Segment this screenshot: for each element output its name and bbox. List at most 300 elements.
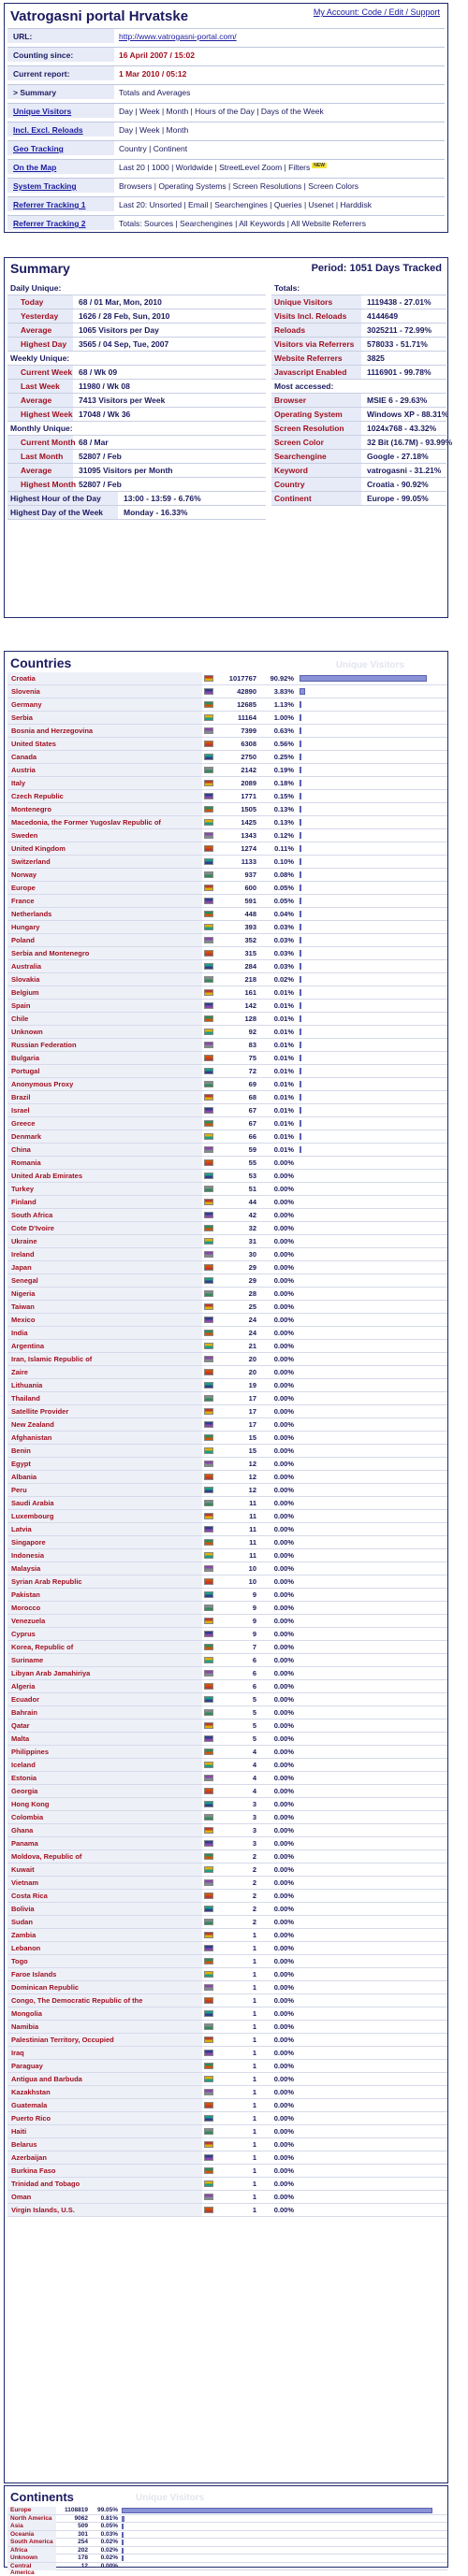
country-percent: 0.00% — [273, 1905, 294, 1913]
country-bar — [300, 780, 301, 786]
country-count: 67 — [248, 1119, 256, 1128]
summary-label: Visitors via Referrers — [271, 338, 361, 351]
header-row-value[interactable] — [119, 163, 327, 172]
country-name: Norway — [11, 871, 37, 879]
country-row — [7, 777, 447, 790]
country-bar — [300, 1120, 301, 1127]
country-percent: 0.00% — [273, 1970, 294, 1979]
country-percent: 0.01% — [273, 1028, 294, 1036]
country-name: Georgia — [11, 1787, 38, 1795]
header-row-value[interactable] — [119, 200, 372, 209]
country-count: 66 — [248, 1132, 256, 1141]
country-name: Nigeria — [11, 1289, 36, 1298]
country-name: Costa Rica — [11, 1892, 48, 1900]
country-name: Egypt — [11, 1460, 31, 1468]
summary-value: vatrogasni - 31.21% — [367, 466, 442, 475]
country-flag-icon — [204, 1408, 213, 1415]
summary-row — [7, 450, 266, 464]
country-name: Iceland — [11, 1761, 36, 1769]
country-percent: 0.00% — [273, 1852, 294, 1861]
country-name: Belgium — [11, 988, 39, 997]
country-flag-icon — [204, 937, 213, 943]
country-row — [7, 1235, 447, 1248]
country-bar — [300, 1055, 301, 1061]
country-flag-icon — [204, 2180, 213, 2187]
country-row — [7, 790, 447, 803]
country-name: Portugal — [11, 1067, 40, 1075]
summary-row — [7, 281, 266, 295]
country-name: Russian Federation — [11, 1041, 77, 1049]
country-percent: 0.01% — [273, 1054, 294, 1062]
continent-name: Europe — [7, 2507, 56, 2514]
country-name: Burkina Faso — [11, 2166, 56, 2175]
country-flag-icon — [204, 1146, 213, 1153]
country-flag-icon — [204, 819, 213, 826]
country-flag-icon — [204, 2128, 213, 2135]
continent-bar — [122, 2548, 124, 2554]
country-row — [7, 1091, 447, 1104]
country-count: 28 — [248, 1289, 256, 1298]
country-row — [7, 725, 447, 738]
country-flag-icon — [204, 793, 213, 799]
country-flag-icon — [204, 1369, 213, 1375]
country-name: Indonesia — [11, 1551, 45, 1560]
country-count: 3 — [252, 1800, 256, 1808]
country-count: 448 — [244, 910, 256, 918]
country-row — [7, 1000, 447, 1013]
continent-row — [7, 2554, 447, 2563]
header-row-label[interactable]: On the Map — [7, 160, 114, 174]
summary-label: Keyword — [271, 464, 361, 477]
country-count: 53 — [248, 1172, 256, 1180]
country-percent: 0.00% — [273, 1420, 294, 1429]
summary-label: Screen Resolution — [271, 422, 361, 435]
header-row-label: Counting since: — [7, 48, 114, 62]
country-flag-icon — [204, 2207, 213, 2213]
country-count: 2750 — [241, 753, 256, 761]
country-name: Spain — [11, 1001, 31, 1010]
country-flag-icon — [204, 1984, 213, 1991]
country-percent: 0.00% — [273, 2036, 294, 2044]
country-count: 11 — [249, 1538, 256, 1547]
country-bar — [300, 963, 301, 970]
country-flag-icon — [204, 1591, 213, 1598]
country-bar — [300, 885, 301, 891]
country-percent: 0.00% — [273, 1172, 294, 1180]
country-percent: 0.00% — [273, 1276, 294, 1285]
summary-value: 68 / 01 Mar, Mon, 2010 — [79, 297, 162, 307]
country-count: 9 — [252, 1630, 256, 1638]
header-row-value[interactable] — [119, 181, 358, 191]
country-name: Malaysia — [11, 1564, 41, 1573]
country-name: Greece — [11, 1119, 36, 1128]
country-percent: 0.63% — [273, 727, 294, 735]
country-name: Unknown — [11, 1028, 43, 1036]
country-count: 44 — [248, 1198, 256, 1206]
country-row — [7, 934, 447, 947]
country-row — [7, 1798, 447, 1811]
country-count: 1 — [252, 2127, 256, 2136]
country-count: 10 — [248, 1564, 256, 1573]
summary-row — [7, 464, 266, 478]
country-flag-icon — [204, 871, 213, 878]
country-percent: 0.00% — [273, 2062, 294, 2070]
country-name: Cyprus — [11, 1630, 36, 1638]
continent-count: 301 — [78, 2530, 88, 2538]
country-row — [7, 1746, 447, 1759]
country-percent: 0.00% — [273, 1983, 294, 1992]
country-row — [7, 856, 447, 869]
summary-row — [7, 309, 266, 324]
country-bar — [300, 793, 301, 799]
country-name: Poland — [11, 936, 36, 944]
summary-label: Average — [7, 464, 73, 477]
country-flag-icon — [204, 2089, 213, 2095]
country-bar — [300, 819, 301, 826]
country-count: 42890 — [237, 687, 256, 696]
country-bar — [300, 832, 301, 839]
country-row — [7, 685, 447, 698]
header-row-value[interactable] — [119, 125, 188, 135]
country-percent: 0.13% — [273, 818, 294, 827]
country-percent: 0.00% — [273, 2127, 294, 2136]
header-row-text: Country | Continent — [119, 144, 188, 153]
country-percent: 0.00% — [273, 1394, 294, 1403]
country-name: Taiwan — [11, 1302, 35, 1311]
country-count: 12685 — [237, 700, 256, 709]
country-percent: 0.00% — [273, 1460, 294, 1468]
continent-count: 1108819 — [65, 2507, 88, 2513]
country-name: Bulgaria — [11, 1054, 40, 1062]
country-row — [7, 1314, 447, 1327]
country-name: New Zealand — [11, 1420, 54, 1429]
country-percent: 0.00% — [273, 1564, 294, 1573]
country-count: 4 — [252, 1761, 256, 1769]
country-row — [7, 1877, 447, 1890]
country-count: 21 — [248, 1342, 256, 1350]
country-row — [7, 1654, 447, 1667]
summary-value: 1116901 - 99.78% — [367, 367, 431, 377]
country-name: Oman — [11, 2193, 32, 2201]
country-name: Montenegro — [11, 805, 51, 813]
summary-label: Searchengine — [271, 450, 361, 463]
country-percent: 1.00% — [273, 713, 294, 722]
country-percent: 0.08% — [273, 871, 294, 879]
header-row-value[interactable] — [119, 107, 324, 116]
country-count: 2 — [252, 1918, 256, 1926]
country-count: 11 — [249, 1551, 256, 1560]
country-flag-icon — [204, 1461, 213, 1467]
header-row-value — [119, 50, 195, 60]
header-row — [7, 215, 445, 230]
header-row-text: Day | Week | Month | Hours of the Day | Days of the Week — [119, 107, 324, 116]
country-percent: 0.00% — [273, 1721, 294, 1730]
country-flag-icon — [204, 1002, 213, 1009]
country-percent: 0.00% — [273, 2193, 294, 2201]
country-count: 1 — [252, 1970, 256, 1979]
country-name: Israel — [11, 1106, 30, 1115]
country-count: 5 — [252, 1695, 256, 1704]
country-count: 1017767 — [228, 674, 256, 683]
summary-row — [7, 478, 266, 492]
country-bar — [300, 924, 301, 930]
header-row-text: Last 20: Unsorted | Email | Searchengines | Queries | Usenet | Harddisk — [119, 200, 372, 209]
header-row-text: Totals and Averages — [119, 88, 191, 97]
country-flag-icon — [204, 1853, 213, 1860]
country-percent: 0.00% — [273, 2088, 294, 2096]
summary-row — [7, 506, 266, 520]
country-percent: 0.00% — [273, 2153, 294, 2162]
country-percent: 0.00% — [273, 1708, 294, 1717]
country-name: Saudi Arabia — [11, 1499, 54, 1507]
country-flag-icon — [204, 1447, 213, 1454]
country-count: 1274 — [241, 844, 256, 853]
country-flag-icon — [204, 924, 213, 930]
country-flag-icon — [204, 1722, 213, 1729]
country-bar — [300, 806, 301, 813]
country-flag-icon — [204, 1539, 213, 1546]
summary-label: Average — [7, 324, 73, 337]
country-flag-icon — [204, 2167, 213, 2174]
country-count: 161 — [244, 988, 256, 997]
header-row — [7, 178, 445, 193]
country-row — [7, 1811, 447, 1824]
country-bar — [300, 989, 301, 996]
country-count: 1 — [252, 2166, 256, 2175]
country-row — [7, 1720, 447, 1733]
summary-value: 7413 Visitors per Week — [79, 396, 166, 405]
country-percent: 0.01% — [273, 1119, 294, 1128]
country-row — [7, 1968, 447, 1981]
summary-row — [271, 394, 446, 408]
country-flag-icon — [204, 1892, 213, 1899]
header-row — [7, 140, 445, 155]
summary-label: Operating System — [271, 408, 361, 421]
country-count: 92 — [248, 1028, 256, 1036]
summary-value: Europe - 99.05% — [367, 494, 429, 503]
country-count: 51 — [248, 1185, 256, 1193]
summary-value: 578033 - 51.71% — [367, 339, 428, 349]
country-flag-icon — [204, 675, 213, 682]
header-row — [7, 65, 445, 80]
country-flag-icon — [204, 1513, 213, 1519]
header-row-label[interactable]: Referrer Tracking 2 — [7, 216, 114, 230]
country-count: 69 — [248, 1080, 256, 1088]
continent-percent: 0.00% — [100, 2562, 118, 2569]
summary-row — [271, 309, 446, 324]
country-name: Malta — [11, 1734, 30, 1743]
country-name: Vietnam — [11, 1878, 39, 1887]
country-flag-icon — [204, 1055, 213, 1061]
header-row-text: Last 20 | 1000 | Worldwide | StreetLevel Zoom | Filters — [119, 163, 311, 172]
summary-value: 68 / Mar — [79, 438, 109, 447]
header-row-label[interactable]: Unique Visitors — [7, 104, 114, 118]
country-name: United States — [11, 740, 56, 748]
country-flag-icon — [204, 1919, 213, 1925]
country-bar — [300, 1029, 301, 1035]
summary-right-column — [271, 281, 453, 616]
country-flag-icon — [204, 1042, 213, 1048]
header-row-value[interactable] — [119, 32, 237, 41]
site-url-link[interactable]: http://www.vatrogasni-portal.com/ — [119, 32, 237, 41]
country-percent: 0.00% — [273, 1342, 294, 1350]
country-flag-icon — [204, 2023, 213, 2030]
country-row — [7, 1013, 447, 1026]
country-flag-icon — [204, 1081, 213, 1087]
country-bar — [300, 871, 301, 878]
country-name: Latvia — [11, 1525, 32, 1533]
country-bar — [300, 1002, 301, 1009]
summary-value: 1626 / 28 Feb, Sun, 2010 — [79, 311, 170, 321]
header-row-label[interactable]: Incl. Excl. Reloads — [7, 122, 114, 137]
country-count: 1 — [252, 2062, 256, 2070]
country-name: Belarus — [11, 2140, 37, 2149]
country-bar — [300, 754, 301, 760]
country-flag-icon — [204, 898, 213, 904]
country-percent: 0.00% — [273, 1211, 294, 1219]
country-percent: 0.00% — [273, 2140, 294, 2149]
country-name: Senegal — [11, 1276, 38, 1285]
country-bar — [300, 701, 301, 708]
country-name: Libyan Arab Jamahiriya — [11, 1669, 91, 1677]
summary-row — [271, 422, 446, 436]
country-flag-icon — [204, 1107, 213, 1114]
country-row — [7, 1432, 447, 1445]
country-count: 17 — [248, 1394, 256, 1403]
countries-title: Countries — [10, 655, 72, 670]
country-name: Faroe Islands — [11, 1970, 57, 1979]
country-name: Zaire — [11, 1368, 28, 1376]
country-name: Afghanistan — [11, 1433, 52, 1442]
country-name: Lebanon — [11, 1944, 41, 1952]
country-name: Serbia — [11, 713, 33, 722]
country-name: Australia — [11, 962, 42, 971]
country-flag-icon — [204, 989, 213, 996]
country-count: 6 — [252, 1656, 256, 1664]
country-name: Sudan — [11, 1918, 33, 1926]
country-row — [7, 2191, 447, 2204]
country-flag-icon — [204, 2076, 213, 2082]
country-percent: 0.01% — [273, 1041, 294, 1049]
country-name: Syrian Arab Republic — [11, 1577, 82, 1586]
country-name: Kazakhstan — [11, 2088, 51, 2096]
summary-label: Highest Week — [7, 408, 73, 421]
country-row — [7, 1942, 447, 1955]
summary-value: 3825 — [367, 353, 385, 363]
country-bar — [300, 767, 301, 773]
summary-label: Yesterday — [7, 309, 73, 323]
account-links[interactable]: My Account: Code / Edit / Support — [313, 7, 440, 17]
country-count: 6 — [252, 1682, 256, 1691]
country-percent: 0.01% — [273, 1001, 294, 1010]
country-row — [7, 1288, 447, 1301]
country-count: 17 — [248, 1420, 256, 1429]
country-name: Azerbaijan — [11, 2153, 47, 2162]
summary-label: Website Referrers — [271, 352, 361, 365]
header-row-label[interactable]: System Tracking — [7, 179, 114, 193]
country-bar — [300, 1015, 301, 1022]
continent-percent: 0.03% — [100, 2530, 118, 2538]
country-percent: 0.00% — [273, 2009, 294, 2018]
country-percent: 0.00% — [273, 1787, 294, 1795]
country-percent: 0.15% — [273, 792, 294, 800]
country-row — [7, 1458, 447, 1471]
header-row-value[interactable] — [119, 219, 366, 228]
country-flag-icon — [204, 1434, 213, 1441]
country-flag-icon — [204, 1225, 213, 1231]
country-percent: 0.00% — [273, 1577, 294, 1586]
country-count: 2 — [252, 1852, 256, 1861]
country-row — [7, 1405, 447, 1418]
country-flag-icon — [204, 806, 213, 813]
header-row-label[interactable]: Referrer Tracking 1 — [7, 197, 114, 211]
country-name: Zambia — [11, 1931, 37, 1939]
country-row — [7, 1929, 447, 1942]
country-percent: 0.03% — [273, 949, 294, 957]
country-bar — [300, 675, 427, 682]
country-count: 284 — [244, 962, 256, 971]
country-row — [7, 1039, 447, 1052]
country-bar — [300, 1107, 301, 1114]
header-row — [7, 122, 445, 137]
country-count: 1 — [252, 1931, 256, 1939]
continent-bar — [122, 2524, 124, 2529]
continents-title: Continents — [10, 2490, 74, 2504]
country-bar — [300, 1133, 301, 1140]
country-flag-icon — [204, 1932, 213, 1938]
country-percent: 90.92% — [270, 674, 294, 683]
country-percent: 0.03% — [273, 936, 294, 944]
country-flag-icon — [204, 1670, 213, 1677]
country-count: 55 — [248, 1158, 256, 1167]
country-row — [7, 764, 447, 777]
country-name: Luxembourg — [11, 1512, 54, 1520]
continent-bar — [122, 2516, 124, 2522]
country-row — [7, 738, 447, 751]
country-row — [7, 2086, 447, 2099]
continent-count: 254 — [78, 2539, 88, 2545]
country-count: 17 — [248, 1407, 256, 1416]
header-row-value[interactable] — [119, 144, 187, 153]
country-row — [7, 1955, 447, 1968]
country-row — [7, 1497, 447, 1510]
header-row-value[interactable] — [119, 88, 190, 97]
summary-row — [271, 492, 446, 506]
country-name: Trinidad and Tobago — [11, 2180, 80, 2188]
country-row — [7, 2112, 447, 2125]
country-flag-icon — [204, 727, 213, 734]
country-percent: 0.00% — [273, 1263, 294, 1272]
country-bar — [300, 1042, 301, 1048]
summary-value: 11980 / Wk 08 — [79, 381, 130, 391]
country-name: Antigua and Barbuda — [11, 2075, 82, 2083]
header-row-label: URL: — [7, 29, 114, 43]
country-count: 3 — [252, 1839, 256, 1848]
country-name: Canada — [11, 753, 37, 761]
country-percent: 0.00% — [273, 1525, 294, 1533]
country-row — [7, 1916, 447, 1929]
continent-name: North America — [7, 2515, 56, 2523]
summary-value: 52807 / Feb — [79, 480, 122, 489]
continent-row — [7, 2523, 447, 2531]
country-percent: 0.00% — [273, 1748, 294, 1756]
country-count: 1 — [252, 2022, 256, 2031]
country-row — [7, 1209, 447, 1222]
country-count: 5 — [252, 1721, 256, 1730]
country-flag-icon — [204, 780, 213, 786]
country-count: 68 — [248, 1093, 256, 1101]
header-row-label[interactable]: Geo Tracking — [7, 141, 114, 155]
